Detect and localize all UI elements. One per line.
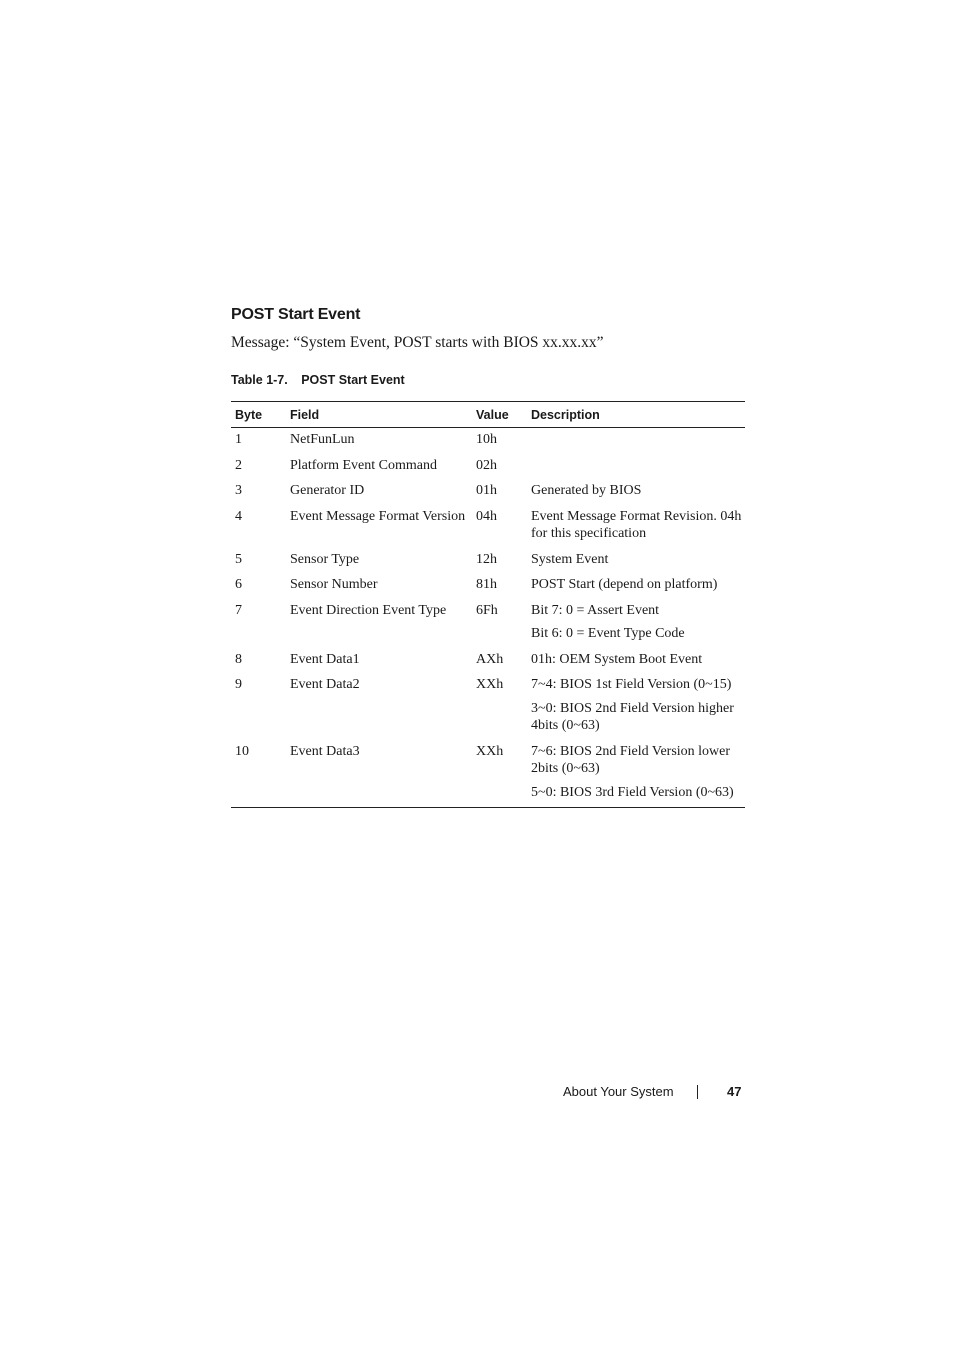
table-row: [231, 743, 745, 808]
cell-value: 01h: [476, 483, 497, 498]
cell-value: 04h: [476, 508, 497, 524]
cell-field: Event Message Format Version: [290, 508, 466, 524]
cell-byte: 1: [235, 432, 242, 447]
cell-value: 12h: [476, 551, 497, 567]
table-body: [231, 428, 745, 807]
cell-value: AXh: [476, 651, 504, 667]
cell-description: [531, 551, 745, 569]
cell-byte: 2: [235, 457, 242, 473]
cell-value: 81h: [476, 577, 497, 592]
cell-field: Platform Event Command: [290, 457, 437, 473]
description-line: 5~0: BIOS 3rd Field Version (0~63): [531, 784, 734, 800]
cell-value: 6Fh: [476, 602, 498, 618]
table-row: [231, 551, 745, 577]
description-line: Generated by BIOS: [531, 483, 642, 498]
cell-byte: 9: [235, 677, 242, 692]
cell-byte: 4: [235, 508, 242, 524]
section-heading: POST Start Event: [231, 306, 361, 323]
table-caption: [231, 373, 405, 387]
cell-field: Sensor Type: [290, 551, 360, 567]
cell-value: XXh: [476, 743, 504, 759]
cell-description: [531, 508, 745, 543]
cell-byte: 10: [235, 743, 249, 759]
cell-field: Event Data2: [290, 677, 360, 692]
header-byte: Byte: [235, 407, 263, 422]
table-row: [231, 428, 745, 457]
header-field: Field: [290, 407, 320, 422]
description-line: POST Start (depend on platform): [531, 577, 718, 592]
cell-field: Event Data3: [290, 743, 360, 759]
cell-description: [531, 576, 745, 594]
table-row: [231, 602, 745, 651]
table-row: [231, 651, 745, 677]
cell-field: Event Direction Event Type: [290, 602, 447, 618]
post-start-event-table: [231, 401, 745, 808]
description-line: 01h: OEM System Boot Event: [531, 651, 703, 667]
message-text: Message: “System Event, POST starts with BIOS xx.xx.xx”: [231, 334, 604, 351]
cell-field: Sensor Number: [290, 577, 378, 592]
cell-value: 10h: [476, 432, 497, 447]
cell-field: NetFunLun: [290, 432, 355, 447]
description-line: Bit 7: 0 = Assert Event: [531, 602, 660, 618]
cell-description: [531, 676, 745, 735]
table-caption-number: Table 1-7.: [231, 373, 288, 387]
cell-description: [531, 482, 745, 500]
description-line: Bit 6: 0 = Event Type Code: [531, 626, 685, 641]
header-value: Value: [476, 407, 509, 422]
description-line: System Event: [531, 551, 609, 567]
description-line: Event Message Format Revision. 04h for this specification: [531, 508, 742, 541]
cell-value: 02h: [476, 457, 497, 473]
cell-field: Event Data1: [290, 651, 360, 667]
table-row: [231, 676, 745, 743]
cell-byte: 3: [235, 483, 242, 498]
cell-description: [531, 743, 745, 802]
cell-field: Generator ID: [290, 483, 365, 498]
table-row: [231, 508, 745, 551]
footer-section-label: About Your System: [563, 1084, 674, 1099]
description-line: 3~0: BIOS 2nd Field Version higher 4bits (0~63): [531, 700, 734, 733]
table-row: [231, 576, 745, 602]
cell-description: [531, 602, 745, 643]
cell-byte: 5: [235, 551, 242, 567]
cell-value: XXh: [476, 677, 504, 692]
cell-description: [531, 457, 745, 475]
table-row: [231, 482, 745, 508]
cell-description: [531, 431, 745, 449]
cell-byte: 6: [235, 577, 242, 592]
footer-separator: [697, 1085, 698, 1099]
table-header-row: [231, 402, 745, 428]
description-line: 7~6: BIOS 2nd Field Version lower 2bits (0~63): [531, 743, 731, 776]
table-caption-title: POST Start Event: [301, 373, 405, 387]
cell-description: [531, 651, 745, 669]
description-line: 7~4: BIOS 1st Field Version (0~15): [531, 677, 732, 692]
table-row: [231, 457, 745, 483]
cell-byte: 7: [235, 602, 242, 618]
cell-byte: 8: [235, 651, 242, 667]
page-number: 47: [727, 1084, 742, 1099]
header-description: Description: [531, 407, 600, 422]
